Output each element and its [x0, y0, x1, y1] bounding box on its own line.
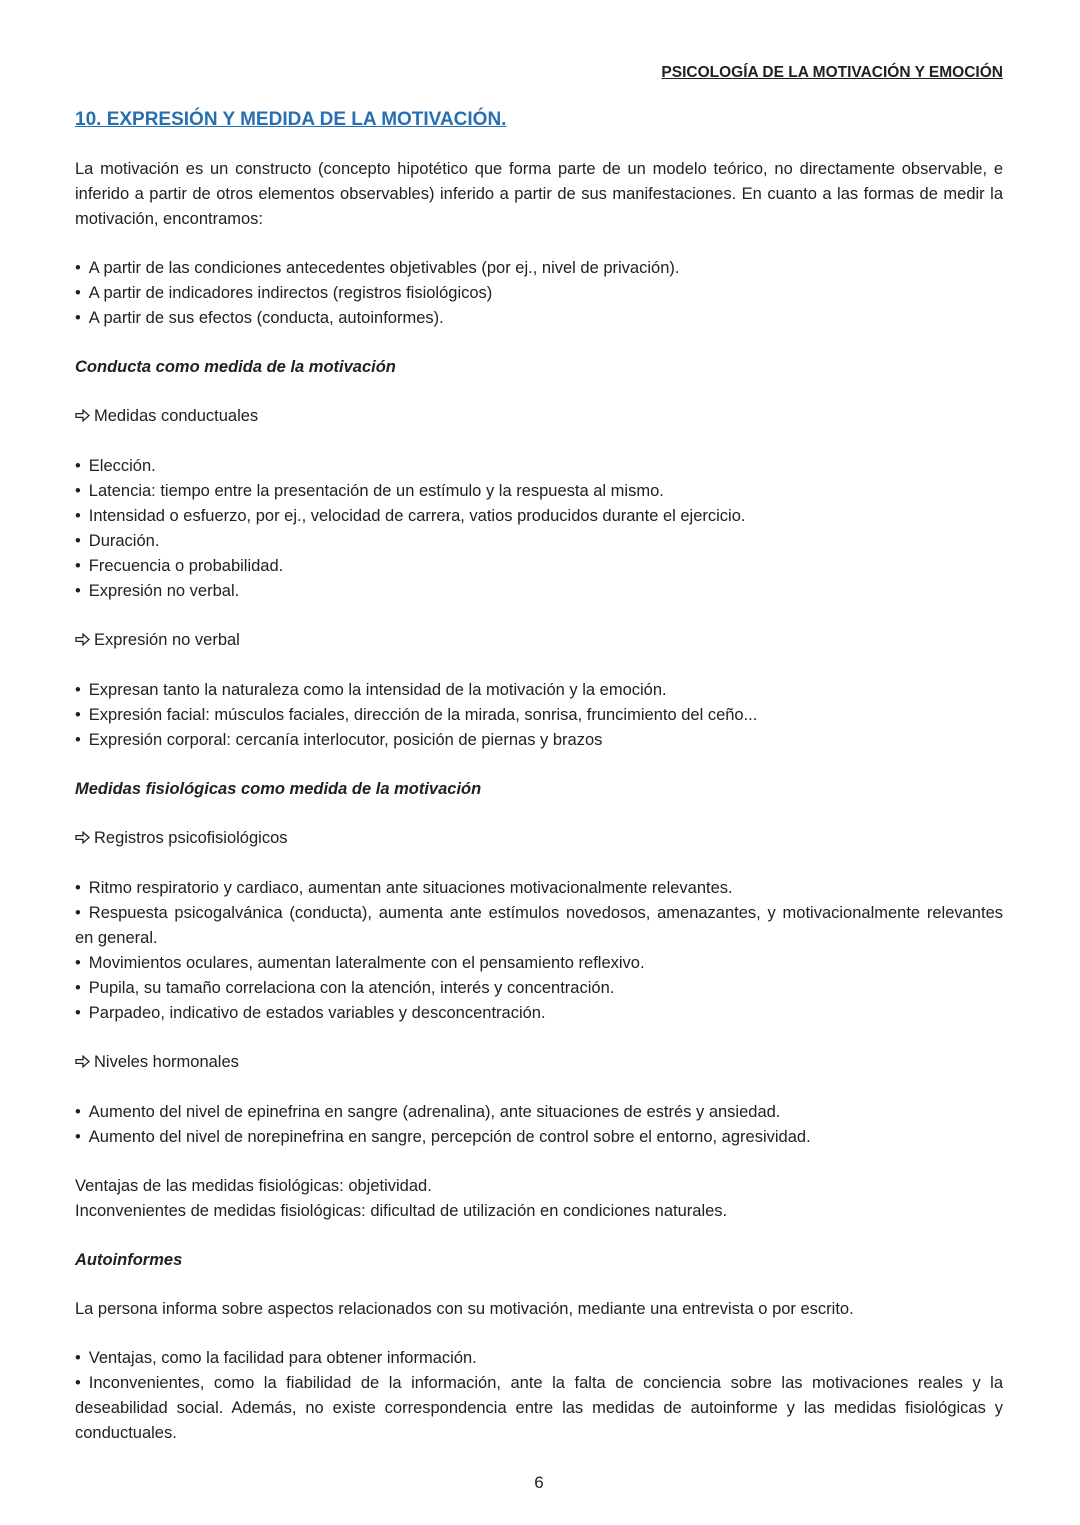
bullet-icon	[75, 482, 89, 500]
bullet-icon	[75, 954, 89, 972]
bullet-item	[75, 1346, 1003, 1371]
physio-disadvantages-line: Inconvenientes de medidas fisiológicas: dificultad de utilización en condiciones naturales.	[75, 1202, 728, 1220]
bullet-icon	[75, 706, 89, 724]
bullet-item	[75, 1001, 1003, 1026]
bullet-text: Aumento del nivel de norepinefrina en sangre, percepción de control sobre el entorno, agresividad.	[88, 1128, 811, 1146]
bullet-text: Duración.	[88, 532, 160, 550]
bullet-text: Pupila, su tamaño correlaciona con la atención, interés y concentración.	[88, 979, 615, 997]
bullet-text: Ventajas, como la facilidad para obtener información.	[88, 1349, 477, 1367]
subsection-heading-fisiologicas: Medidas fisiológicas como medida de la motivación	[75, 780, 482, 798]
bullet-text: Respuesta psicogalvánica (conducta), aumenta ante estímulos novedosos, amenazantes, y motivacionalmente relevantes en general.	[75, 904, 1003, 947]
subsection-heading-autoinformes: Autoinformes	[75, 1251, 183, 1269]
bullet-icon	[75, 979, 89, 997]
right-arrow-icon	[75, 405, 90, 430]
bullet-item	[75, 1371, 1003, 1446]
bullet-icon	[75, 507, 89, 525]
bullet-text: A partir de las condiciones antecedentes objetivables (por ej., nivel de privación).	[88, 259, 680, 277]
arrow-label-niveles-hormonales	[75, 1050, 1003, 1076]
bullet-text: Expresión no verbal.	[88, 582, 240, 600]
bullet-item	[75, 554, 1003, 579]
arrow-label-medidas-conductuales	[75, 404, 1003, 430]
arrow-label-text: Medidas conductuales	[94, 407, 259, 425]
physio-pros-cons	[75, 1174, 1003, 1224]
bullet-text: Expresan tanto la naturaleza como la intensidad de la motivación y la emoción.	[88, 681, 667, 699]
page-number: 6	[534, 1473, 544, 1492]
bullet-item	[75, 901, 1003, 951]
bullet-text: Aumento del nivel de epinefrina en sangre (adrenalina), ante situaciones de estrés y ansiedad.	[88, 1103, 781, 1121]
bullet-icon	[75, 1004, 89, 1022]
bullet-item	[75, 1125, 1003, 1150]
bullet-icon	[75, 681, 89, 699]
subsection-heading-conducta: Conducta como medida de la motivación	[75, 358, 396, 376]
bullet-text: Expresión corporal: cercanía interlocutor, posición de piernas y brazos	[88, 731, 603, 749]
arrow-label-text: Niveles hormonales	[94, 1053, 239, 1071]
bullet-item	[75, 504, 1003, 529]
bullet-item	[75, 306, 1003, 331]
bullet-icon	[75, 457, 89, 475]
bullet-text: Intensidad o esfuerzo, por ej., velocidad de carrera, vatios producidos durante el ejercicio.	[88, 507, 746, 525]
bullet-icon	[75, 532, 89, 550]
bullet-text: Movimientos oculares, aumentan lateralmente con el pensamiento reflexivo.	[88, 954, 645, 972]
bullet-item	[75, 678, 1003, 703]
bullet-icon	[75, 582, 89, 600]
bullet-item	[75, 454, 1003, 479]
bullet-item	[75, 1100, 1003, 1125]
bullet-icon	[75, 284, 89, 302]
bullet-icon	[75, 309, 89, 327]
bullet-text: Ritmo respiratorio y cardiaco, aumentan ante situaciones motivacionalmente relevantes.	[88, 879, 733, 897]
arrow-label-text: Registros psicofisiológicos	[94, 829, 288, 847]
course-title: PSICOLOGÍA DE LA MOTIVACIÓN Y EMOCIÓN	[661, 64, 1003, 81]
behavioral-measures-list	[75, 454, 1003, 604]
bullet-item	[75, 579, 1003, 604]
bullet-item	[75, 728, 1003, 753]
bullet-icon	[75, 1374, 89, 1392]
bullet-item	[75, 703, 1003, 728]
physio-advantages-line: Ventajas de las medidas fisiológicas: objetividad.	[75, 1177, 432, 1195]
section-title	[75, 107, 1003, 133]
bullet-text: Parpadeo, indicativo de estados variables y desconcentración.	[88, 1004, 546, 1022]
bullet-item	[75, 529, 1003, 554]
measure-sources-list	[75, 256, 1003, 331]
nonverbal-expression-list	[75, 678, 1003, 753]
selfreport-intro-paragraph: La persona informa sobre aspectos relacionados con su motivación, mediante una entrevista o por escrito.	[75, 1300, 854, 1318]
bullet-icon	[75, 731, 89, 749]
bullet-text: A partir de sus efectos (conducta, autoinformes).	[88, 309, 444, 327]
bullet-text: Frecuencia o probabilidad.	[88, 557, 284, 575]
bullet-text: Inconvenientes, como la fiabilidad de la información, ante la falta de conciencia sobre las motivaciones reales y la deseabilidad social. Además, no existe correspondencia entre las medidas de autoinforme y las medidas fisiológicas y conductuales.	[75, 1374, 1003, 1442]
bullet-icon	[75, 557, 89, 575]
bullet-icon	[75, 1103, 89, 1121]
bullet-text: Elección.	[88, 457, 156, 475]
hormone-levels-list	[75, 1100, 1003, 1150]
bullet-item	[75, 256, 1003, 281]
intro-paragraph: La motivación es un constructo (concepto hipotético que forma parte de un modelo teórico, no directamente observable, e inferido a partir de otros elementos observables) inferido a partir de sus manifestaciones. En cuanto a las formas de medir la motivación, encontramos:	[75, 160, 1003, 228]
section-title-text: 10. EXPRESIÓN Y MEDIDA DE LA MOTIVACIÓN.	[75, 109, 507, 130]
bullet-text: A partir de indicadores indirectos (registros fisiológicos)	[88, 284, 493, 302]
arrow-label-expresion-no-verbal	[75, 628, 1003, 654]
bullet-text: Expresión facial: músculos faciales, dirección de la mirada, sonrisa, fruncimiento del ceño...	[88, 706, 758, 724]
bullet-icon	[75, 904, 89, 922]
selfreport-list	[75, 1346, 1003, 1446]
bullet-text: Latencia: tiempo entre la presentación de un estímulo y la respuesta al mismo.	[88, 482, 664, 500]
bullet-item	[75, 281, 1003, 306]
bullet-item	[75, 976, 1003, 1001]
right-arrow-icon	[75, 1051, 90, 1076]
psychophysiological-records-list	[75, 876, 1003, 1026]
bullet-icon	[75, 1349, 89, 1367]
bullet-icon	[75, 879, 89, 897]
bullet-item	[75, 876, 1003, 901]
arrow-label-text: Expresión no verbal	[94, 631, 240, 649]
bullet-icon	[75, 259, 89, 277]
right-arrow-icon	[75, 629, 90, 654]
right-arrow-icon	[75, 827, 90, 852]
arrow-label-registros	[75, 826, 1003, 852]
document-header	[75, 62, 1003, 83]
bullet-icon	[75, 1128, 89, 1146]
bullet-item	[75, 951, 1003, 976]
bullet-item	[75, 479, 1003, 504]
